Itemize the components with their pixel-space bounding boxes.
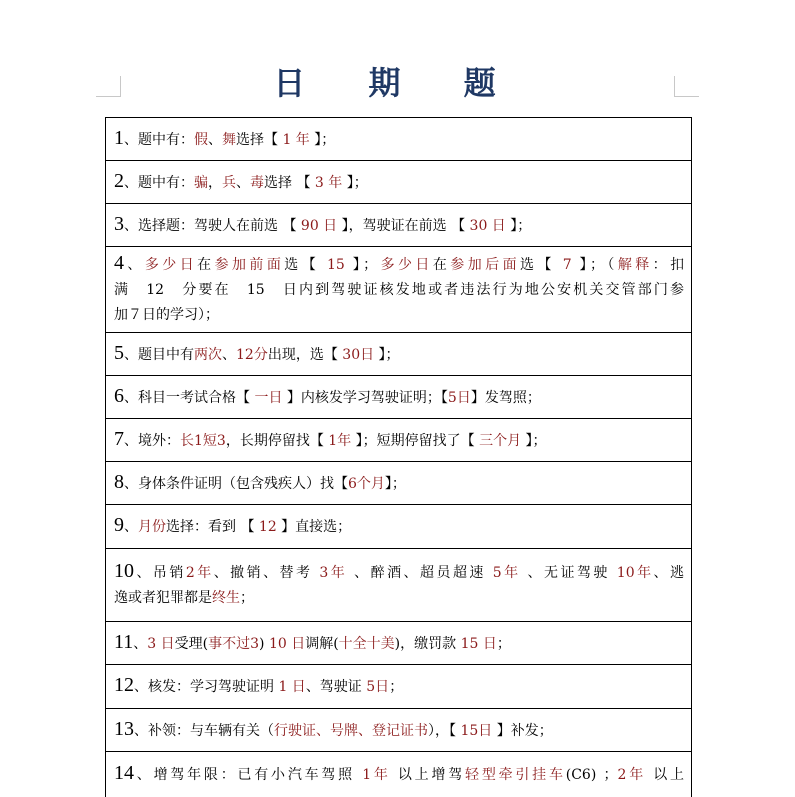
- answer-text: 15: [327, 257, 345, 273]
- highlight-text: 行驶证、号牌、登记证书: [274, 722, 428, 739]
- answer-text: 5日: [447, 389, 471, 406]
- row-text: 】；（: [571, 257, 618, 273]
- answer-text: 15日: [460, 722, 493, 739]
- highlight-text: 骗: [194, 174, 208, 191]
- row-line: [114, 559, 684, 586]
- row-text: 】；: [344, 257, 378, 273]
- answer-text: 5年: [492, 565, 521, 581]
- row-text: 选择【: [236, 131, 283, 148]
- row-number: 9: [114, 514, 124, 536]
- row-text: (C6) ；: [565, 767, 618, 783]
- table-row: [106, 709, 691, 752]
- table-row: [106, 462, 691, 505]
- highlight-text: 假: [194, 131, 208, 148]
- row-number: 13: [114, 717, 134, 740]
- highlight-text: 12分: [236, 346, 268, 363]
- row-text: 】直接选；: [276, 519, 352, 535]
- row-text: 选择：看到 【: [166, 519, 259, 535]
- answer-text: 10年: [616, 565, 654, 581]
- table-row: [106, 665, 691, 709]
- row-number: 2: [114, 169, 124, 192]
- table-row: [106, 622, 691, 665]
- row-text: 、: [236, 174, 250, 191]
- row-text: 选【: [520, 257, 563, 273]
- row-text: 选择 【: [264, 174, 315, 191]
- row-text: 】；: [309, 131, 336, 148]
- answer-text: 30 日: [469, 217, 506, 234]
- row-number: 7: [114, 427, 124, 450]
- answer-text: 5日: [366, 679, 390, 695]
- row-text: 选【: [284, 257, 328, 273]
- highlight-text: 事不过3: [208, 635, 260, 652]
- row-text: 、无证驾驶: [520, 565, 617, 581]
- row-text: 、驾驶证: [305, 679, 367, 695]
- table-row: [106, 247, 691, 333]
- row-text: 、科目一考试合格【: [124, 389, 255, 406]
- row-number: 3: [114, 212, 124, 235]
- answer-text: 3 日: [147, 635, 175, 652]
- row-number: 12: [114, 674, 134, 696]
- row-text: 、逃: [653, 565, 685, 581]
- row-text: ，: [208, 174, 222, 191]
- table-row: [106, 549, 691, 622]
- row-number: 10: [114, 560, 134, 582]
- answer-text: 三个月: [479, 432, 522, 449]
- highlight-text: 参加后面: [450, 257, 520, 273]
- row-line: [114, 590, 254, 606]
- row-text: ，长期停留找【: [225, 432, 329, 449]
- row-text: 、: [208, 131, 222, 148]
- row-text: 、题目中有: [124, 346, 194, 363]
- row-text: 、: [124, 257, 145, 273]
- highlight-text: 兵: [222, 174, 236, 191]
- row-text: 调解(: [305, 635, 339, 652]
- row-number: 14: [114, 762, 134, 784]
- highlight-text: 多少日: [377, 257, 433, 273]
- row-text: 、: [133, 635, 148, 652]
- row-text: ；: [389, 679, 404, 695]
- row-text: 、题中有：: [124, 131, 194, 148]
- row-text: 逸或者犯罪都是: [114, 590, 212, 606]
- row-line: 满 12 分要在 15 日内到驾驶证核发地或者违法行为地公安机关交管部门参: [114, 282, 684, 298]
- row-text: 以上: [646, 767, 685, 783]
- row-text: 】，驾驶证在前选 【: [337, 217, 470, 234]
- row-text: 以上增驾: [390, 767, 466, 783]
- answer-text: 2年: [617, 767, 646, 783]
- row-text: 、增驾年限：已有小汽车驾照: [134, 767, 363, 783]
- row-text: 、选择题：驾驶人在前选 【: [124, 217, 301, 234]
- row-text: 、: [222, 346, 236, 363]
- row-text: 、吊销: [134, 565, 186, 581]
- row-text: 】；: [374, 346, 400, 363]
- answer-text: 终生: [212, 590, 240, 606]
- highlight-text: 多少日: [144, 257, 198, 273]
- highlight-text: 解释: [617, 257, 653, 273]
- row-line: [114, 251, 684, 278]
- table-row: [106, 376, 691, 419]
- highlight-text: 月份: [138, 519, 166, 535]
- row-text: 、: [124, 519, 138, 535]
- answer-text: 1 年: [282, 131, 310, 148]
- table-row: [106, 333, 691, 376]
- highlight-text: 参加前面: [214, 257, 285, 273]
- row-text: 】发驾照；: [470, 389, 541, 406]
- row-text: 】补发；: [492, 722, 553, 739]
- row-text: 、醉酒、超员超速: [347, 565, 493, 581]
- answer-text: 7: [562, 257, 572, 273]
- table-row: [106, 161, 691, 204]
- row-line: 加７日的学习）；: [114, 307, 219, 323]
- answer-text: 1年: [362, 767, 391, 783]
- answer-text: 10 日: [268, 635, 306, 652]
- row-text: 】；: [384, 475, 406, 492]
- answer-text: 2年: [185, 565, 214, 581]
- row-number: 1: [114, 126, 124, 149]
- row-text: 、补领：与车辆有关（: [134, 722, 274, 739]
- answer-text: 1 日: [278, 679, 306, 695]
- row-text: 在: [197, 257, 215, 273]
- row-text: ：扣: [652, 257, 685, 273]
- row-text: ): [259, 635, 269, 652]
- row-number: 8: [114, 470, 124, 493]
- answer-text: 30日: [342, 346, 375, 363]
- answer-text: 3 年: [314, 174, 343, 191]
- table-row: [106, 204, 691, 247]
- row-text: 、撤销、替考: [213, 565, 320, 581]
- row-text: 受理(: [174, 635, 209, 652]
- answer-text: 15 日: [460, 635, 497, 652]
- row-text: 】；: [521, 432, 547, 449]
- table-row: [106, 505, 691, 549]
- row-number: 6: [114, 384, 124, 407]
- row-text: ），【: [428, 722, 461, 739]
- answer-text: 1年: [328, 432, 352, 449]
- answer-text: 90 日: [300, 217, 338, 234]
- row-number: 5: [114, 341, 124, 364]
- row-text: ；: [496, 635, 511, 652]
- rules-table: [105, 117, 692, 797]
- page-title: 日 期 题: [273, 64, 522, 102]
- row-number: 11: [114, 630, 134, 653]
- highlight-text: 轻型牵引挂车: [465, 767, 566, 783]
- row-text: 、核发：学习驾驶证明: [134, 679, 279, 695]
- row-text: 、题中有：: [124, 174, 194, 191]
- row-text: 】内核发学习驾驶证明；【: [282, 389, 448, 406]
- highlight-text: 两次: [194, 346, 222, 363]
- highlight-text: 舞: [222, 131, 236, 148]
- answer-text: 一日: [254, 389, 283, 406]
- highlight-text: 长1短3: [180, 432, 226, 449]
- answer-text: 6个月: [348, 475, 385, 492]
- table-row: [106, 118, 691, 161]
- row-text: 、境外：: [124, 432, 180, 449]
- table-row: [106, 419, 691, 462]
- row-text: 在: [432, 257, 451, 273]
- highlight-text: 十全十美: [338, 635, 395, 652]
- row-line: [114, 761, 684, 788]
- row-text: )，缴罚款: [394, 635, 461, 652]
- row-text: 出现，选【: [267, 346, 343, 363]
- row-text: 、身体条件证明（包含残疾人）找【: [124, 475, 348, 492]
- row-text: 】；: [505, 217, 532, 234]
- table-row: [106, 752, 691, 797]
- answer-text: 12: [258, 519, 277, 535]
- answer-text: 3年: [319, 565, 348, 581]
- row-text: 】；: [342, 174, 368, 191]
- row-text: 】；短期停留找了【: [351, 432, 480, 449]
- highlight-text: 毒: [250, 174, 264, 191]
- row-text: ；: [240, 590, 254, 606]
- row-number: 4: [114, 252, 124, 274]
